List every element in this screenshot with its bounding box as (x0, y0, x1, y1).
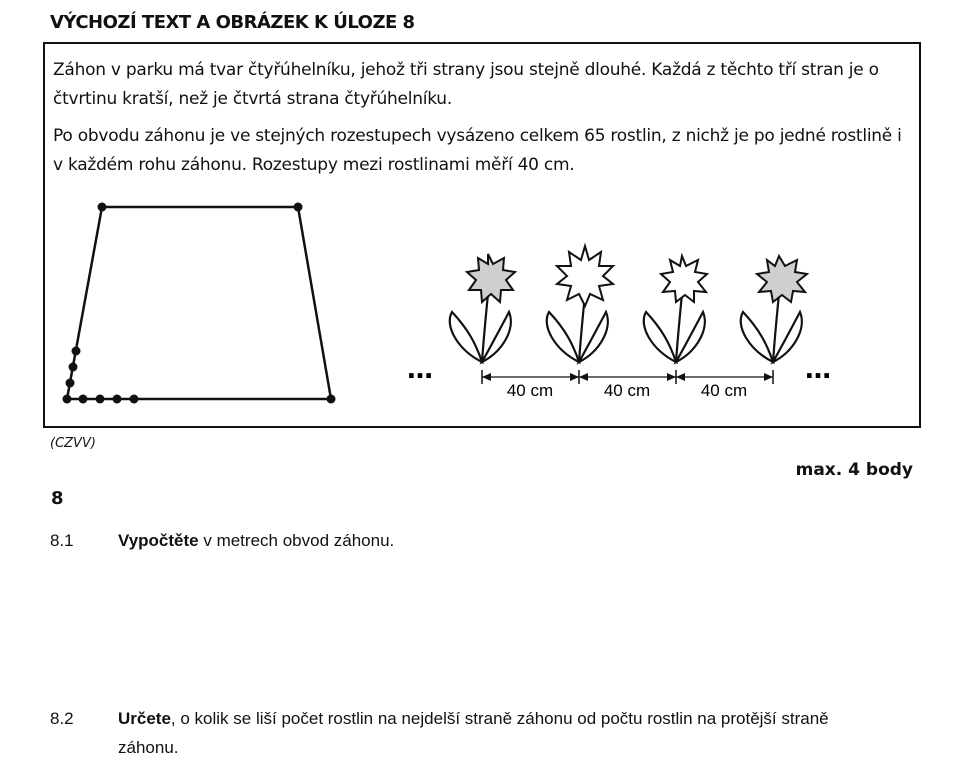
spacing-label: 40 cm (700, 381, 748, 400)
intro-paragraph-1: Záhon v parku má tvar čtyřúhelníku, jehož tři strany jsou stejně dlouhé. Každá z těchto tří stran je o čtvrtinu kratší, než je čtvrtá strana čtyřúhelníku. (53, 60, 879, 109)
figure (45, 44, 923, 430)
ellipsis-right: … (805, 355, 831, 385)
subtask-text (118, 526, 878, 555)
intro-box (43, 42, 921, 428)
subtask-rest: , o kolik se liší počet rostlin na nejdelší straně záhonu od počtu rostlin na protější straně záhonu. (118, 709, 829, 757)
max-points: max. 4 body (795, 460, 913, 480)
subtask-number: 8.1 (50, 531, 74, 550)
subtask-rest: v metrech obvod záhonu. (198, 531, 395, 550)
subtask-number: 8.2 (50, 709, 74, 728)
spacing-label: 40 cm (603, 381, 651, 400)
spacing-label: 40 cm (506, 381, 554, 400)
section-heading: VÝCHOZÍ TEXT A OBRÁZEK K ÚLOZE 8 (50, 12, 415, 33)
source-credit: (CZVV) (50, 436, 96, 451)
garden-bed-diagram (63, 203, 336, 404)
subtask-text (118, 704, 878, 762)
flower (450, 254, 515, 362)
subtask-verb: Vypočtěte (118, 531, 199, 550)
intro-paragraph-2: Po obvodu záhonu je ve stejných rozestupech vysázeno celkem 65 rostlin, z nichž je po jedné rostlině i v každém rohu záhonu. Rozestupy mezi rostlinami měří 40 cm. (53, 126, 902, 175)
ellipsis-left: … (407, 355, 433, 385)
flower (644, 256, 707, 362)
flower (547, 246, 613, 362)
spacing-dimension (482, 370, 773, 400)
subtask-verb: Určete (118, 709, 171, 728)
task-number: 8 (51, 488, 64, 509)
flower (741, 256, 807, 362)
